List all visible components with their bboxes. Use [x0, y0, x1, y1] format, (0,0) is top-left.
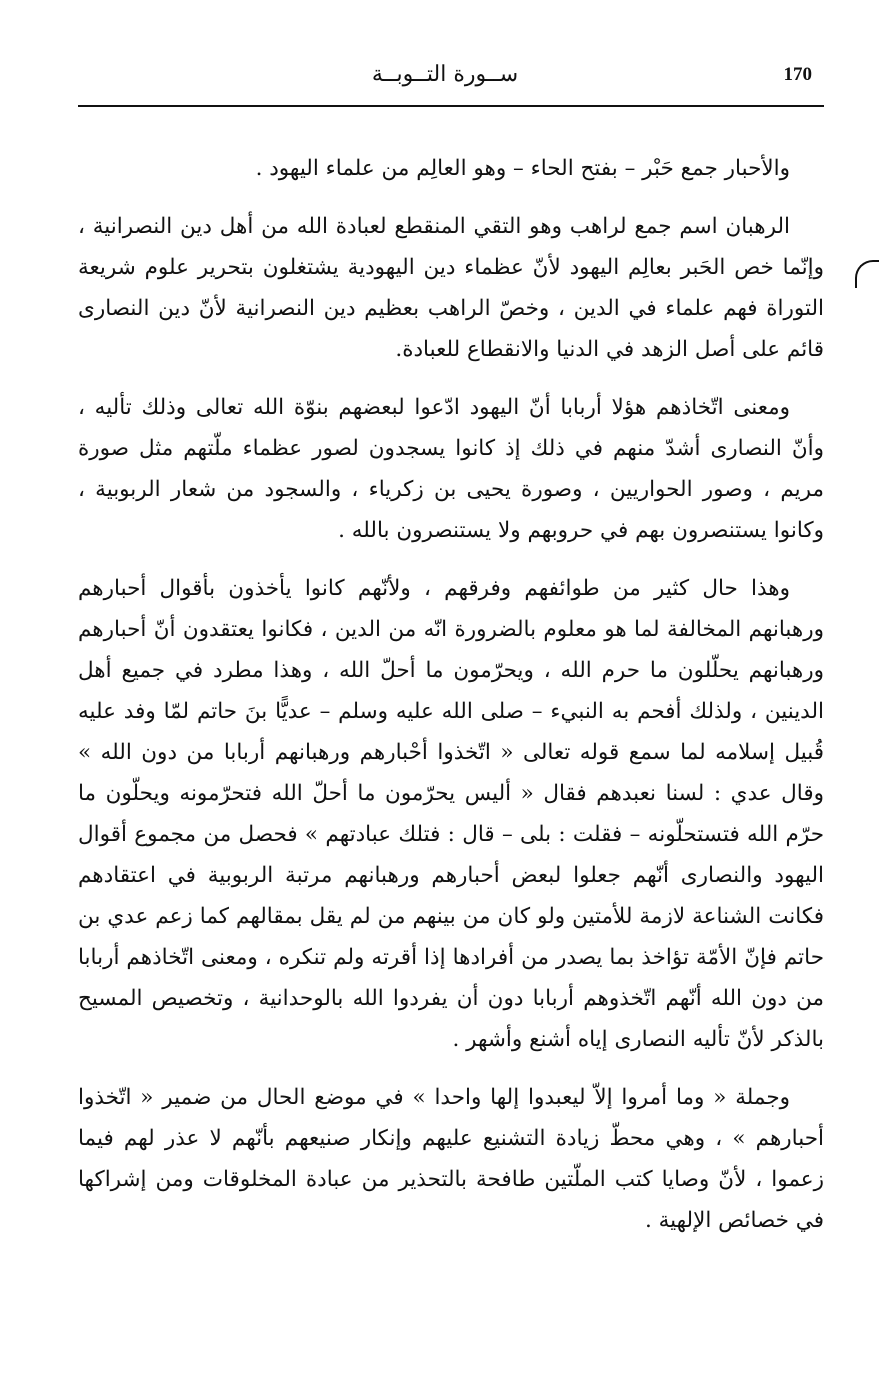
- paragraph-adiyy: وهذا حال كثير من طوائفهم وفرقهم ، ولأنّهم كانوا يأخذون بأقوال أحبارهم ورهبانهم المخالفة لما هو معلوم بالضرورة انّه من الدين ، فكانوا يعتقدون أنّ أحبارهم ورهبانهم يحلّلون ما حرم الله ، ويحرّمون ما أحلّ الله ، وهذا مطرد في جميع أهل الدينين ، ولذلك أفحم به النبيء – صلى الله عليه وسلم – عديًّا بنَ حاتم لمّا وفد عليه قُبيل إسلامه لما سمع قوله تعالى « اتّخذوا أحْبارهم ورهبانهم أربابا من دون الله » وقال عدي : لسنا نعبدهم فقال « أليس يحرّمون ما أحلّ الله فتحرّمونه ويحلّون ما حرّم الله فتستحلّونه – فقلت : بلى – قال : فتلك عبادتهم » فحصل من مجموع أقوال اليهود والنصارى أنّهم جعلوا لبعض أحبارهم ورهبانهم مرتبة الربوبية في اعتقادهم فكانت الشناعة لازمة للأمتين ولو كان من بينهم من لم يقل بمقالهم كما زعم عدي بن حاتم فإنّ الأمّة تؤاخذ بما يصدر من أفرادها إذا أقرته ولم تنكره ، ومعنى اتّخاذهم أربابا من دون الله أنّهم اتّخذوهم أربابا دون أن يفردوا الله بالوحدانية ، وتخصيص المسيح بالذكر لأنّ تأليه النصارى إياه أشنع وأشهر .: [78, 576, 824, 1052]
- paragraph-ahbar: والأحبار جمع حَبْر – بفتح الحاء – وهو العالِم من علماء اليهود .: [255, 156, 790, 181]
- page-header: [78, 58, 812, 98]
- paragraph-ruhban: الرهبان اسم جمع لراهب وهو التقي المنقطع لعبادة الله من أهل دين النصرانية ، وإنّما خص الحَبر بعالِم اليهود لأنّ عظماء دين اليهودية يشتغلون بتحرير علوم شريعة التوراة فهم علماء في الدين ، وخصّ الراهب بعظيم دين النصرانية لأنّ دين النصارى قائم على أصل الزهد في الدنيا والانقطاع للعبادة.: [78, 214, 824, 362]
- body-text: [78, 148, 824, 1258]
- margin-bracket-mark: [855, 260, 879, 288]
- paragraph-jumla: وجملة « وما أمروا إلاّ ليعبدوا إلها واحدا » في موضع الحال من ضمير « اتّخذوا أحبارهم » ، وهي محطّ زيادة التشنيع عليهم وإنكار صنيعهم بأنّهم لا عذر لهم فيما زعموا ، لأنّ وصايا كتب الملّتين طافحة بالتحذير من عبادة المخلوقات ومن إشراكها في خصائص الإلهية .: [78, 1085, 824, 1233]
- header-rule: [78, 105, 824, 107]
- page-number: 170: [783, 64, 812, 85]
- paragraph-ittikhadh: ومعنى اتّخاذهم هؤلا أربابا أنّ اليهود ادّعوا لبعضهم بنوّة الله تعالى وذلك تأليه ، وأنّ النصارى أشدّ منهم في ذلك إذ كانوا يسجدون لصور عظماء ملّتهم مثل صورة مريم ، وصور الحواريين ، وصورة يحيى بن زكرياء ، والسجود من شعار الربوبية ، وكانوا يستنصرون بهم في حروبهم ولا يستنصرون بالله .: [78, 395, 824, 543]
- running-title: ســورة التــوبــة: [371, 62, 519, 87]
